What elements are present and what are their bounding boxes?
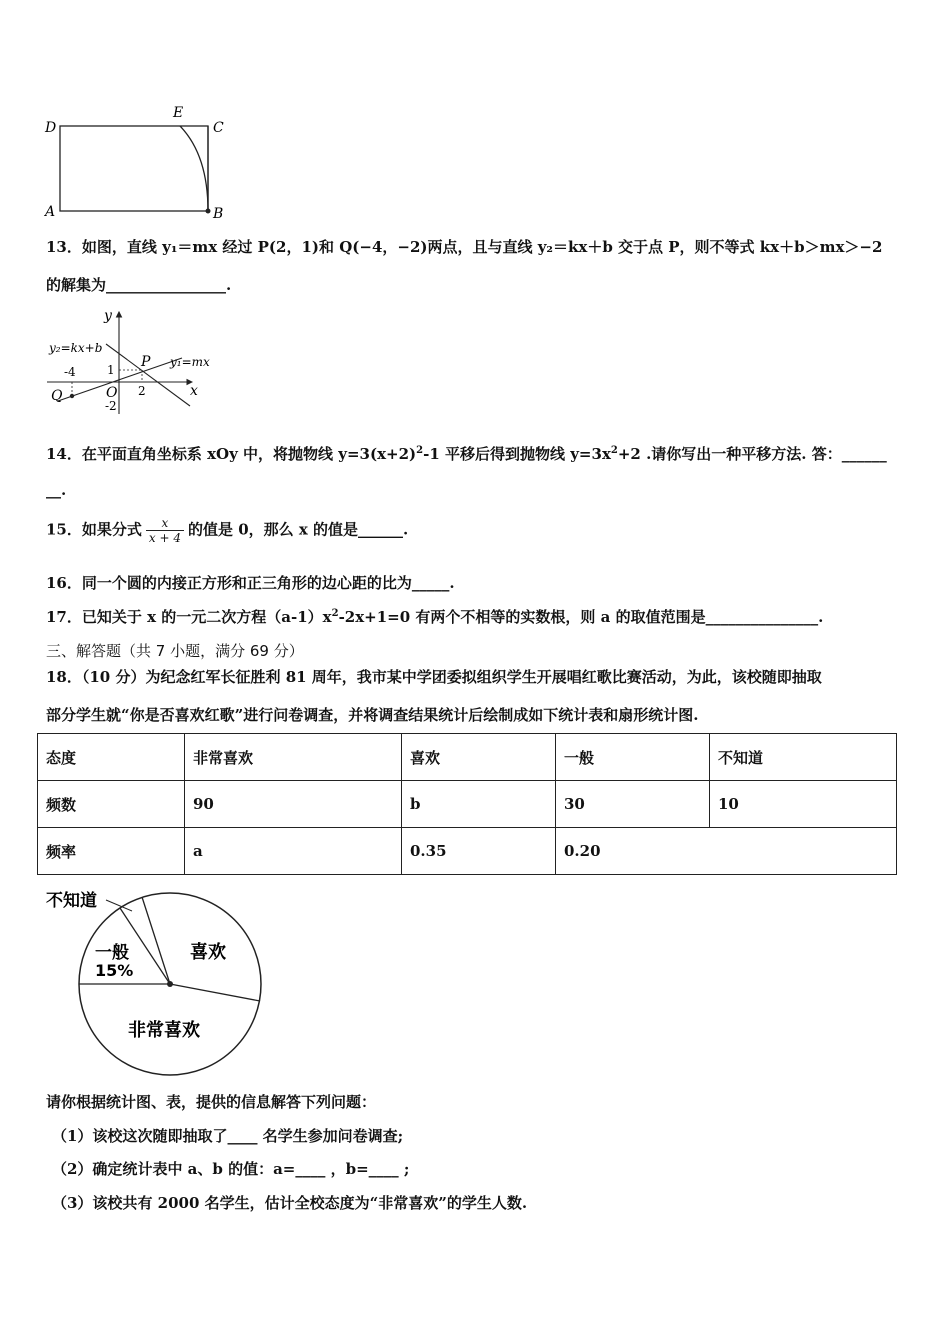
q17-pre: 17．已知关于 x 的一元二次方程（a-1）x	[46, 608, 332, 626]
pie-center	[167, 981, 173, 987]
pie-chart-figure	[40, 886, 275, 1081]
coordinate-graph	[42, 306, 227, 418]
table-row	[38, 781, 897, 828]
pie-divider-right	[170, 984, 260, 1001]
pie-label-unknown: 不知道	[46, 891, 97, 911]
q14-line1	[46, 443, 887, 464]
table-cell: 态度	[38, 734, 185, 781]
q15-numerator: x	[146, 516, 184, 531]
question-2: （2）确定统计表中 a、b 的值：a=____ ，b=____ ;	[52, 1160, 410, 1178]
q15-fraction	[146, 516, 184, 545]
statistics-table	[37, 733, 897, 875]
table-cell: 非常喜欢	[185, 734, 402, 781]
tick-1: 1	[107, 363, 115, 377]
q13-line2: 的解集为________________.	[46, 276, 232, 294]
table-cell: 喜欢	[402, 734, 556, 781]
q18-line1: 18．（10 分）为纪念红军长征胜利 81 周年，我市某中学团委拟组织学生开展唱红歌比赛活动，为此，该校随即抽取	[46, 668, 822, 686]
q17-sup: 2	[331, 608, 339, 619]
table-cell: 0.20	[556, 828, 897, 875]
question-3: （3）该校共有 2000 名学生，估计全校态度为“非常喜欢”的学生人数.	[52, 1194, 528, 1212]
label-d: D	[45, 120, 57, 136]
table-cell: b	[402, 781, 556, 828]
tick-2: 2	[138, 384, 146, 398]
pie-label-general-pct: 15%	[95, 961, 134, 980]
question-1: （1）该校这次随即抽取了____ 名学生参加问卷调查;	[52, 1127, 404, 1145]
point-b	[206, 209, 211, 214]
table-cell: 0.35	[402, 828, 556, 875]
q15-denominator: x + 4	[148, 531, 181, 545]
q18-line2: 部分学生就“你是否喜欢红歌”进行问卷调查，并将调查结果统计后绘制成如下统计表和扇形统计图.	[46, 706, 699, 724]
q15-pre: 15．如果分式	[46, 520, 142, 539]
point-q	[70, 394, 74, 398]
q17-post: -2x+1=0 有两个不相等的实数根，则 a 的取值范围是_______________.	[338, 608, 824, 626]
line-y1	[58, 358, 182, 401]
table-cell: 一般	[556, 734, 710, 781]
q13-line1: 13．如图，直线 y₁＝mx 经过 P(2，1)和 Q(−4，−2)两点，且与直线 y₂＝kx＋b 交于点 P，则不等式 kx＋b＞mx＞−2	[46, 238, 883, 256]
label-o: O	[106, 385, 118, 401]
label-b: B	[213, 206, 224, 222]
q17-line	[46, 606, 823, 627]
section-3-heading: 三、解答题（共 7 小题，满分 69 分）	[46, 642, 304, 660]
q15-line	[46, 516, 408, 545]
q14-sup-1: 2	[416, 445, 424, 456]
q14-part-c: +2 .请你写出一种平移方法. 答：______	[617, 445, 887, 463]
q14-part-b: -1 平移后得到抛物线 y=3x	[423, 445, 611, 463]
pie-label-general: 一般	[95, 943, 129, 963]
label-y2: y₂=kx+b	[49, 341, 103, 355]
label-c: C	[213, 120, 224, 136]
rectangle-abcd	[60, 126, 208, 211]
label-p: P	[141, 354, 151, 370]
label-a: A	[45, 204, 56, 220]
q15-post: 的值是 0，那么 x 的值是______.	[187, 520, 409, 539]
q16-line: 16．同一个圆的内接正方形和正三角形的边心距的比为_____.	[46, 574, 455, 592]
table-cell: 不知道	[710, 734, 897, 781]
table-cell: 频数	[38, 781, 185, 828]
label-e: E	[173, 105, 184, 121]
table-cell: 频率	[38, 828, 185, 875]
q14-line2: __.	[46, 481, 67, 499]
table-cell: 90	[185, 781, 402, 828]
table-cell: a	[185, 828, 402, 875]
tick-neg2: -2	[105, 399, 117, 413]
label-y: y	[104, 308, 112, 324]
label-q: Q	[51, 388, 63, 404]
rectangle-figure	[40, 100, 230, 222]
table-cell: 30	[556, 781, 710, 828]
pie-label-like: 喜欢	[190, 942, 226, 963]
questions-intro: 请你根据统计图、表，提供的信息解答下列问题：	[46, 1093, 377, 1111]
table-row	[38, 828, 897, 875]
pie-divider-top-b	[142, 897, 170, 984]
q14-part-a: 14．在平面直角坐标系 xOy 中，将抛物线 y=3(x+2)	[46, 445, 417, 463]
arc-eb	[180, 126, 208, 211]
tick-neg4: -4	[64, 365, 76, 379]
table-cell: 10	[710, 781, 897, 828]
pie-label-very-like: 非常喜欢	[128, 1020, 200, 1041]
q14-sup-2: 2	[610, 445, 618, 456]
label-x: x	[190, 383, 198, 399]
table-row	[38, 734, 897, 781]
label-y1: y₁=mx	[170, 355, 210, 369]
